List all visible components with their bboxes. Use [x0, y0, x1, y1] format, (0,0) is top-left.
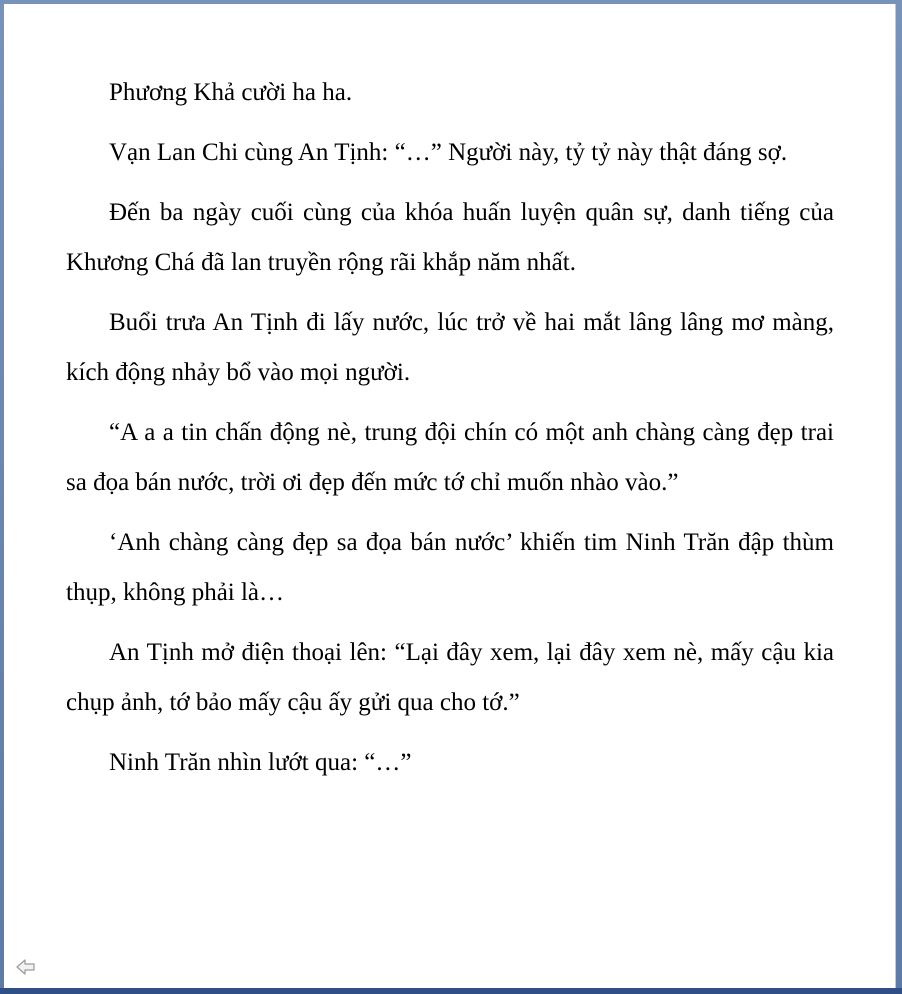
- paragraph: Buổi trưa An Tịnh đi lấy nước, lúc trở về hai mắt lâng lâng mơ màng, kích động nhảy bổ vào mọi người.: [66, 309, 834, 386]
- document-body: [66, 68, 834, 798]
- document-page: [4, 4, 896, 988]
- paragraph: Đến ba ngày cuối cùng của khóa huấn luyện quân sự, danh tiếng của Khương Chá đã lan truyền rộng rãi khắp năm nhất.: [66, 199, 834, 276]
- paragraph: Ninh Trăn nhìn lướt qua: “…”: [109, 749, 412, 776]
- paragraph: Phương Khả cười ha ha.: [109, 79, 353, 106]
- paragraph: ‘Anh chàng càng đẹp sa đọa bán nước’ khiến tim Ninh Trăn đập thùm thụp, không phải là…: [66, 529, 834, 606]
- back-arrow-icon[interactable]: [15, 958, 37, 976]
- window-bottom-border: [0, 988, 902, 994]
- paragraph: Vạn Lan Chi cùng An Tịnh: “…” Người này, tỷ tỷ này thật đáng sợ.: [109, 139, 788, 166]
- paragraph: An Tịnh mở điện thoại lên: “Lại đây xem, lại đây xem nè, mấy cậu kia chụp ảnh, tớ bảo mấy cậu ấy gửi qua cho tớ.”: [66, 639, 834, 716]
- paragraph: “A a a tin chấn động nè, trung đội chín có một anh chàng càng đẹp trai sa đọa bán nước, trời ơi đẹp đến mức tớ chỉ muốn nhào vào.”: [66, 419, 834, 496]
